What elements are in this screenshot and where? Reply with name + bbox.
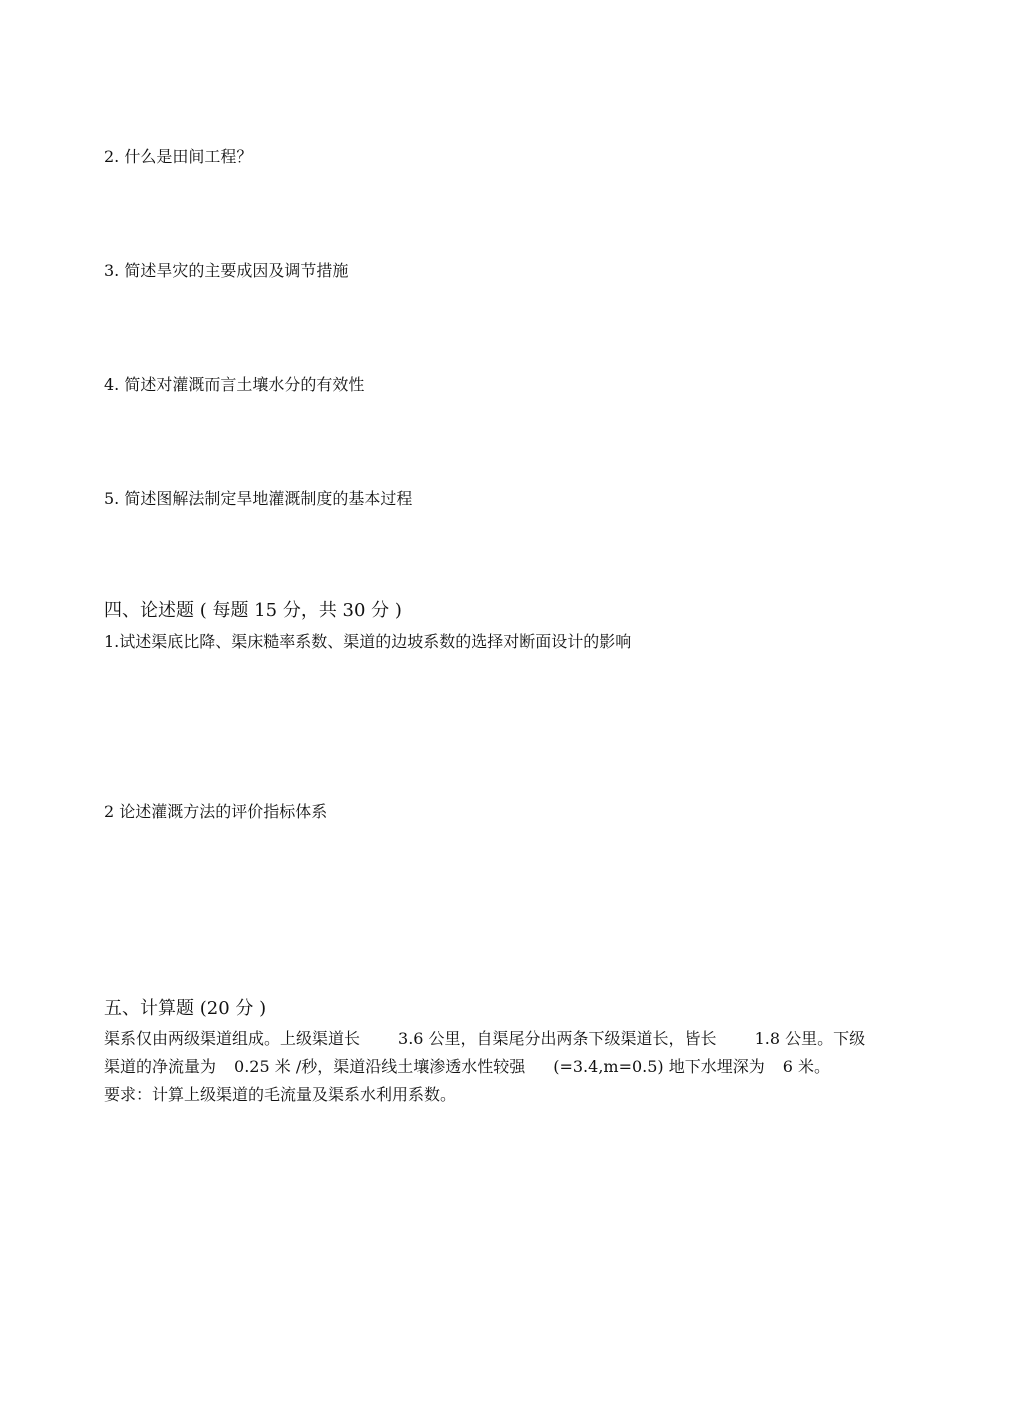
calculation-line-3: 要求：计算上级渠道的毛流量及渠系水利用系数。: [104, 1085, 457, 1104]
question-2: 2. 什么是田间工程？: [104, 147, 253, 166]
question-4: 4. 简述对灌溉而言土壤水分的有效性: [104, 375, 365, 394]
question-5: 5. 简述图解法制定旱地灌溉制度的基本过程: [104, 489, 413, 508]
essay-question-2: 2 论述灌溉方法的评价指标体系: [104, 802, 328, 821]
calculation-line-2: [104, 1057, 830, 1077]
calc-line2-part-b: 0.25 米 /秒，渠道沿线土壤渗透水性较强: [234, 1057, 526, 1076]
calc-line1-part-b: 3.6 公里，自渠尾分出两条下级渠道长，皆长: [398, 1029, 717, 1048]
calculation-line-1: [104, 1029, 865, 1049]
question-3: 3. 简述旱灾的主要成因及调节措施: [104, 261, 349, 280]
essay-section-heading: 四、论述题 ( 每题 15 分，共 30 分 ): [104, 600, 402, 621]
calc-line1-part-c: 1.8 公里。下级: [754, 1029, 866, 1048]
essay-question-1: 1.试述渠底比降、渠床糙率系数、渠道的边坡系数的选择对断面设计的影响: [104, 632, 632, 651]
calculation-section-heading: 五、计算题 (20 分 ): [104, 998, 267, 1019]
calc-line2-part-d: 6 米。: [782, 1057, 831, 1076]
calc-line1-part-a: 渠系仅由两级渠道组成。上级渠道长: [104, 1029, 361, 1048]
calc-line2-part-a: 渠道的净流量为: [104, 1057, 217, 1076]
calc-line2-part-c: (=3.4,m=0.5) 地下水埋深为: [553, 1057, 765, 1076]
